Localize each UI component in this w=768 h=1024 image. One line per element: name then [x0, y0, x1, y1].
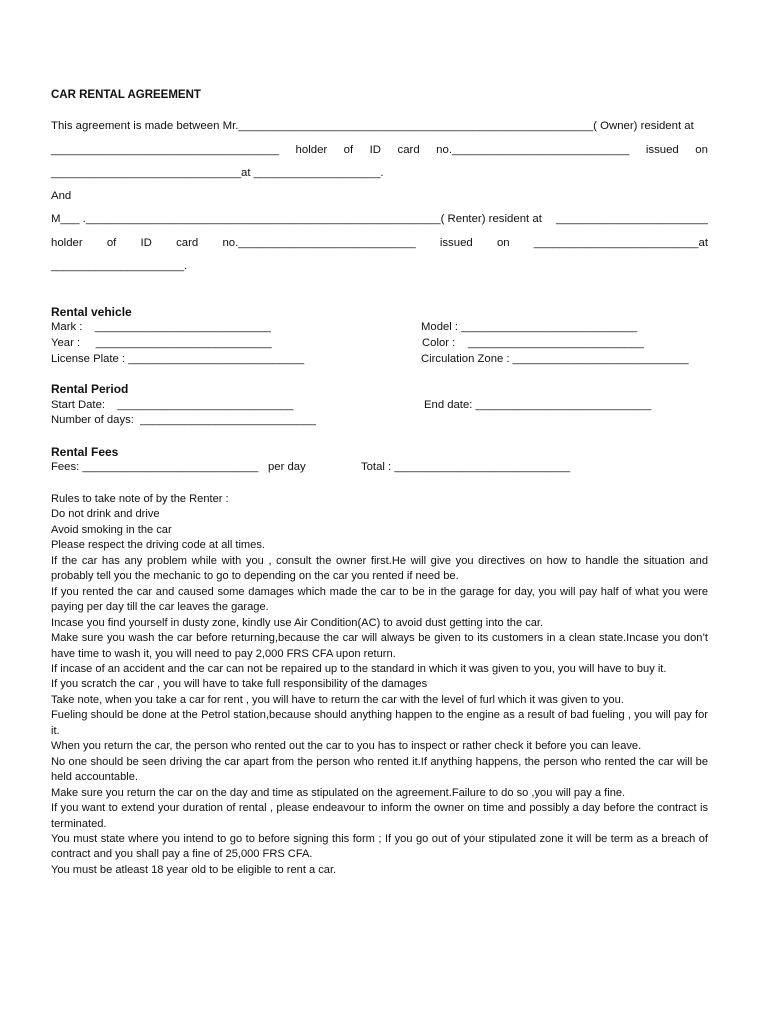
rule-item: If the car has any problem while with you , consult the owner first.He will give you directives on how to handle the situation and probably tell you the mechanic to go to depending on the car you rented if need be. — [51, 554, 708, 583]
license-plate-field: License Plate : ____________________________ — [51, 353, 305, 365]
holder-word: holder — [295, 144, 328, 156]
rule-item: No one should be seen driving the car apart from the person who rented it.If anything happens, the person who rented the car will be held accountable. — [51, 755, 708, 784]
owner-id-blank: no.____________________________ — [436, 144, 630, 156]
model-field: Model : ____________________________ — [421, 321, 638, 333]
rule-item: Fueling should be done at the Petrol station,because should anything happen to the engine as a result of bad fueling , you will pay for it. — [51, 709, 708, 737]
circulation-zone-field: Circulation Zone : ____________________________ — [421, 353, 689, 365]
on-word: on — [496, 237, 510, 249]
renter-id-blank: no.____________________________ — [222, 237, 416, 249]
end-date-field: End date: ____________________________ — [424, 399, 652, 411]
total-field: Total : ____________________________ — [361, 461, 571, 473]
number-of-days-field: Number of days: ____________________________ — [51, 414, 317, 426]
color-field: Color : ____________________________ — [422, 337, 644, 349]
rule-item: You must be atleast 18 year old to be eligible to rent a car. — [51, 863, 337, 876]
rules-list — [51, 492, 708, 878]
rules-heading: Rules to take note of by the Renter : — [51, 493, 229, 505]
rule-item: If you scratch the car , you will have to take full responsibility of the damages — [51, 678, 428, 691]
intro-line-renter-id — [51, 236, 708, 252]
id-word: ID — [140, 237, 152, 249]
renter-name-blank: M___ .________________________________________________________( Renter) resident at — [51, 213, 542, 225]
rule-item: If you want to extend your duration of rental , please endeavour to inform the owner on time and possibly a day before the contract is terminated. — [51, 802, 708, 830]
rule-item: Make sure you wash the car before returning,because the car will always be given to its customers in a clean state.Incase you don’t have time to wash it, you will need to pay 2,000 FRS CFA upon return. — [51, 632, 708, 660]
renter-issued-blank: __________________________at — [533, 237, 708, 249]
rental-vehicle-heading: Rental vehicle — [51, 305, 132, 319]
start-date-field: Start Date: ____________________________ — [51, 399, 294, 411]
intro-line-renter — [51, 212, 708, 228]
per-day-label: per day — [268, 461, 306, 473]
rule-item: If you rented the car and caused some damages which made the car to be in the garage for day, you will pay half of what you were paying per day till the car leaves the garage. — [51, 585, 708, 614]
rule-item: Take note, when you take a car for rent , you will have to return the car with the level of furl which it was given to you. — [51, 693, 624, 706]
intro-line-renter-place: _____________________. — [51, 260, 188, 272]
rule-item: When you return the car, the person who rented out the car to you has to inspect or rather check it before you can leave. — [51, 740, 642, 753]
rental-period-heading: Rental Period — [51, 382, 129, 396]
and-label: And — [51, 190, 72, 202]
rule-item: You must state where you intend to go to before signing this form ; If you go out of your stipulated zone it will be term as a breach of contract and you shall pay a fine of 25,000 FRS CFA. — [51, 832, 708, 861]
intro-line-owner-issued: ______________________________at ____________________. — [51, 167, 384, 179]
holder-word: holder — [51, 237, 83, 249]
mark-field: Mark : ____________________________ — [51, 321, 271, 333]
id-word: ID — [369, 144, 382, 156]
rental-fees-heading: Rental Fees — [51, 445, 119, 459]
owner-address-blank: ____________________________________ — [51, 144, 280, 156]
intro-line-owner-id — [51, 143, 708, 159]
fees-field: Fees: ____________________________ — [51, 461, 259, 473]
card-word: card — [397, 144, 420, 156]
of-word: of — [343, 144, 354, 156]
rule-item: Incase you find yourself in dusty zone, kindly use Air Condition(AC) to avoid dust getting into the car. — [51, 616, 544, 629]
year-field: Year : ____________________________ — [51, 337, 272, 349]
document-title: CAR RENTAL AGREEMENT — [51, 89, 201, 101]
issued-word: issued — [645, 144, 679, 156]
rule-item: Avoid smoking in the car — [51, 523, 172, 536]
card-word: card — [176, 237, 199, 249]
intro-line-owner: This agreement is made between Mr.________________________________________________________( Owner) resident at — [51, 120, 694, 132]
rule-item: Make sure you return the car on the day and time as stipulated on the agreement.Failure to do so ,you will pay a fine. — [51, 786, 626, 799]
issued-word: issued — [439, 237, 473, 249]
of-word: of — [106, 237, 117, 249]
renter-address-blank: ________________________ — [555, 213, 708, 225]
rule-item: Please respect the driving code at all times. — [51, 539, 265, 552]
rule-item: If incase of an accident and the car can not be repaired up to the standard in which it was given to you, you will have to buy it. — [51, 662, 667, 675]
on-word: on — [695, 144, 708, 156]
rule-item: Do not drink and drive — [51, 508, 160, 521]
